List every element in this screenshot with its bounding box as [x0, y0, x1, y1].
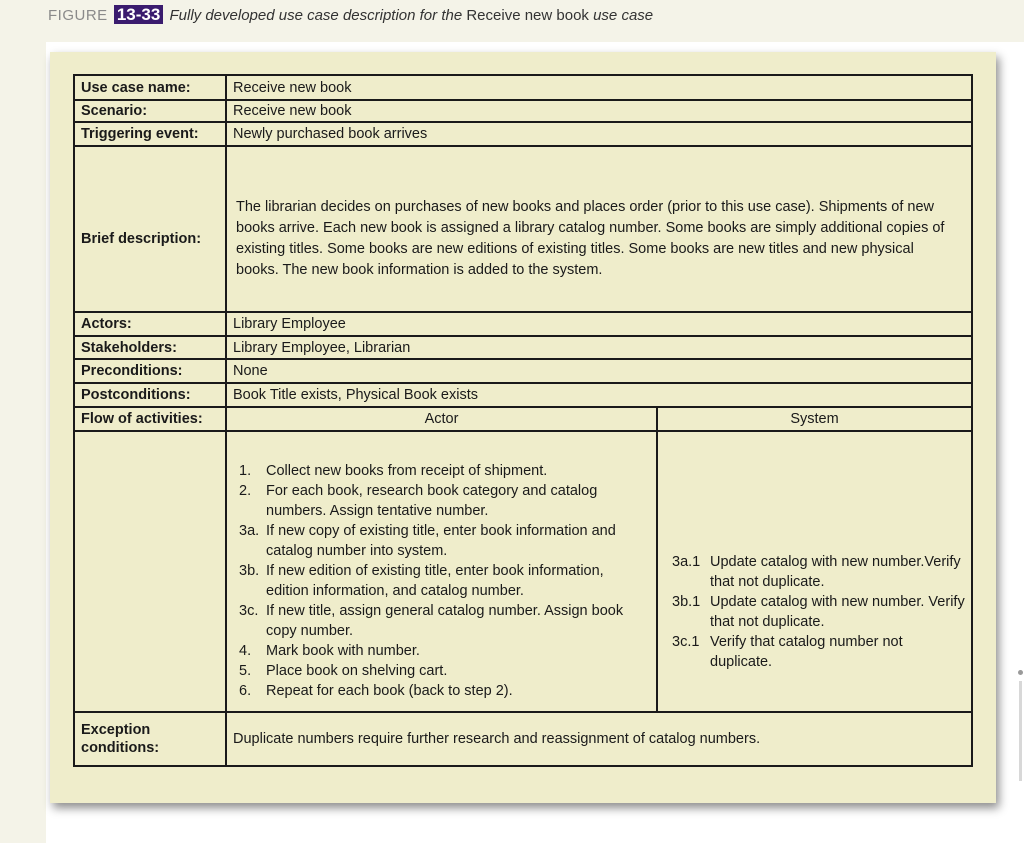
- actor-step: [239, 461, 650, 481]
- actor-column-header: Actor: [226, 407, 657, 431]
- faded-line: [1019, 681, 1022, 781]
- triggering-event-label: Triggering event:: [74, 122, 226, 146]
- row-triggering-event: [74, 122, 972, 146]
- step-number: 3b.: [239, 562, 260, 579]
- step-number: 3c.1: [672, 633, 700, 650]
- use-case-table: [73, 74, 973, 767]
- figure-title-part-3: use case: [593, 7, 654, 24]
- dot-mark: [1018, 670, 1023, 675]
- step-text: Update catalog with new number. Verify that not duplicate.: [710, 593, 965, 630]
- figure-title: [170, 7, 654, 24]
- step-number: 3a.: [239, 522, 260, 539]
- scenario-value: Receive new book: [226, 100, 972, 122]
- step-number: 4.: [239, 642, 252, 659]
- row-flow-header: [74, 407, 972, 431]
- actor-step: [239, 601, 650, 641]
- row-scenario: [74, 100, 972, 122]
- step-number: 3c.: [239, 602, 259, 619]
- figure-caption: [48, 4, 653, 27]
- system-step: [672, 632, 965, 672]
- actors-label: Actors:: [74, 312, 226, 336]
- system-step: [672, 592, 965, 632]
- actor-step: [239, 481, 650, 521]
- step-text: Update catalog with new number.Verify that not duplicate.: [710, 553, 961, 590]
- side-copyright-mark: [1016, 670, 1024, 800]
- figure-title-part-1: Fully developed use case description for the: [169, 7, 463, 24]
- actor-steps-cell: [226, 431, 657, 712]
- brief-description-value: The librarian decides on purchases of new books and places order (prior to this use case). Shipments of new books arrive. Each new book is assigned a library catalog number. Some books are simply additional copies of existing titles. Some books are new editions of existing titles. Some books are new titles and new physical books. The new book information is added to the system.: [236, 199, 945, 278]
- step-number: 2.: [239, 482, 252, 499]
- figure-title-part-2: Receive new book: [466, 7, 589, 24]
- actors-value: Library Employee: [226, 312, 972, 336]
- step-text: Verify that catalog number not duplicate.: [710, 633, 903, 670]
- row-exception-conditions: [74, 712, 972, 766]
- row-postconditions: [74, 383, 972, 407]
- postconditions-value: Book Title exists, Physical Book exists: [226, 383, 972, 407]
- step-number: 3b.1: [672, 593, 701, 610]
- step-text: Repeat for each book (back to step 2).: [266, 682, 513, 699]
- step-text: If new edition of existing title, enter book information, edition information, and catalog number.: [266, 562, 604, 599]
- row-stakeholders: [74, 336, 972, 359]
- flow-of-activities-label: Flow of activities:: [74, 407, 226, 431]
- preconditions-label: Preconditions:: [74, 359, 226, 383]
- step-text: If new copy of existing title, enter book information and catalog number into system.: [266, 522, 616, 559]
- step-text: If new title, assign general catalog number. Assign book copy number.: [266, 602, 624, 639]
- preconditions-value: None: [226, 359, 972, 383]
- step-text: Mark book with number.: [266, 642, 420, 659]
- step-text: Collect new books from receipt of shipment.: [266, 462, 548, 479]
- actor-step: [239, 661, 650, 681]
- use-case-name-value: Receive new book: [226, 75, 972, 100]
- exception-conditions-label: [74, 712, 226, 766]
- use-case-name-label: Use case name:: [74, 75, 226, 100]
- step-number: 3a.1: [672, 553, 701, 570]
- system-column-header: System: [657, 407, 972, 431]
- actor-steps-list: [233, 443, 650, 701]
- step-text: For each book, research book category and catalog numbers. Assign tentative number.: [266, 482, 598, 519]
- brief-description-label: Brief description:: [74, 146, 226, 312]
- step-number: 1.: [239, 462, 252, 479]
- step-text: Place book on shelving cart.: [266, 662, 448, 679]
- postconditions-label: Postconditions:: [74, 383, 226, 407]
- stakeholders-value: Library Employee, Librarian: [226, 336, 972, 359]
- figure-number: 13-33: [114, 5, 163, 24]
- actor-step: [239, 521, 650, 561]
- actor-step: [239, 561, 650, 601]
- system-steps-cell: [657, 431, 972, 712]
- system-steps-list: [664, 472, 965, 672]
- row-actors: [74, 312, 972, 336]
- stakeholders-label: Stakeholders:: [74, 336, 226, 359]
- brief-description-cell: [226, 146, 972, 312]
- scenario-label: Scenario:: [74, 100, 226, 122]
- exception-conditions-value: Duplicate numbers require further research and reassignment of catalog numbers.: [226, 712, 972, 766]
- actor-step: [239, 641, 650, 661]
- exception-label-line-1: Exception: [81, 722, 151, 738]
- flow-label-empty-cell: [74, 431, 226, 712]
- step-number: 6.: [239, 682, 252, 699]
- actor-step: [239, 681, 650, 701]
- triggering-event-value: Newly purchased book arrives: [226, 122, 972, 146]
- exception-label-line-2: conditions:: [81, 740, 160, 756]
- row-flow-steps: [74, 431, 972, 712]
- step-number: 5.: [239, 662, 252, 679]
- row-brief-description: [74, 146, 972, 312]
- figure-label: FIGURE: [48, 7, 108, 24]
- row-preconditions: [74, 359, 972, 383]
- row-use-case-name: [74, 75, 972, 100]
- system-step: [672, 552, 965, 592]
